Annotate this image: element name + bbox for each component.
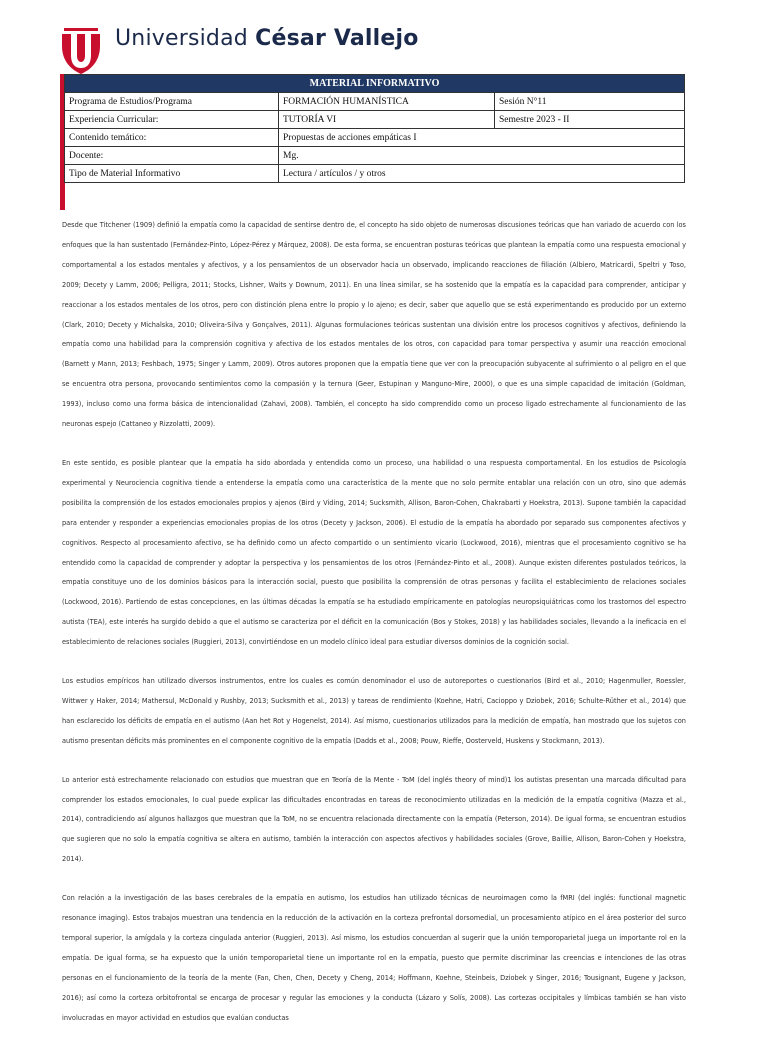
university-name: Universidad César Vallejo xyxy=(115,26,419,51)
paragraph: Lo anterior está estrechamente relacionado con estudios que muestran que en Teoría de la Mente - ToM (del inglés theory of mind)1 los autistas presentan una marcada dificultad para comprender los estados emocionales, lo cual puede explicar las dificultades encontradas en tareas de reconocimiento utilizadas en la medición de la empatía cognitiva (Mazza et al., 2014), contradiciendo así algunos hallazgos que muestran que la ToM, no se encuentra relacionada directamente con la empatía (Peterson, 2014). De igual forma, se encuentran estudios que sugieren que no solo la empatía cognitiva se altera en autismo, también la interacción con aspectos afectivos y habilidades sociales (Grove, Baillie, Allison, Baron-Cohen y Hoekstra, 2014). xyxy=(62,775,686,864)
table-title: MATERIAL INFORMATIVO xyxy=(65,75,685,93)
row-label: Docente: xyxy=(65,147,279,165)
table-row xyxy=(65,129,685,147)
paragraph: Desde que Titchener (1909) definió la empatía como la capacidad de sentirse dentro de, el concepto ha sido objeto de numerosas discusiones teóricas que han variado de acuerdo con los enfoques que la han sustentado (Fernández-Pinto, López-Pérez y Márquez, 2008). De esta forma, se encuentran posturas teóricas que plantean la empatía como una respuesta emocional y comportamental a los estados mentales y afectivos, y a los pensamientos de un observador hacia un observado, implicando reacciones de filiación (Albiero, Matricardi, Speltri y Toso, 2009; Decety y Lamm, 2006; Pelligra, 2011; Stocks, Lishner, Waits y Downum, 2011). En una línea similar, se ha sostenido que la empatía es la capacidad para comprender, anticipar y reaccionar a los estados mentales de los otros, pero con distinción plena entre lo propio y lo ajeno; es decir, saber que aquello que se está experimentando es producido por un externo (Clark, 2010; Decety y Michalska, 2010; Oliveira-Silva y Gonçalves, 2011). Algunas formulaciones teóricas sustentan una división entre los procesos cognitivos y afectivos, definiendo la empatía como una habilidad para la comprensión cognitiva y afectiva de los estados mentales de los otros, con capacidad para tomar perspectiva y asumir una reacción emocional (Barnett y Mann, 2013; Feshbach, 1975; Singer y Lamm, 2009). Otros autores proponen que la empatía tiene que ver con la preocupación subyacente al sufrimiento o al peligro en el que se encuentra otra persona, provocando sentimientos como la compasión y la ternura (Geer, Estupinan y Manguno-Mire, 2000), o que es una simple capacidad de imitación (Goldman, 1993), incluso como una forma básica de intencionalidad (Zahavi, 2008). También, el concepto ha sido comprendido como un proceso ligado estrechamente al funcionamiento de las neuronas espejo (Cattaneo y Rizzolatti, 2009). xyxy=(62,221,686,429)
table-row xyxy=(65,111,685,129)
table-banner xyxy=(65,75,685,93)
row-value: Mg. xyxy=(279,147,685,165)
table-row xyxy=(65,93,685,111)
table-row xyxy=(65,165,685,183)
paragraph: Los estudios empíricos han utilizado diversos instrumentos, entre los cuales es común denominador el uso de autoreportes o cuestionarios (Bird et al., 2010; Hagenmuller, Roessler, Wittwer y Haker, 2014; Mathersul, McDonald y Rushby, 2013; Sucksmith et al., 2013) y tareas de rendimiento (Koehne, Hatri, Cacioppo y Dziobek, 2016; Schulte-Rüther et al., 2014) que han esclarecido los déficits de empatía en el autismo (Aan het Rot y Hogenelst, 2014). Así mismo, cuestionarios utilizados para la medición de empatía, han mostrado que los sujetos con autismo presentan déficits más prominentes en el componente cognitivo de la empatía (Dadds et al., 2008; Pouw, Rieffe, Oosterveld, Huskens y Stockmann, 2013). xyxy=(62,677,686,745)
row-value: Propuestas de acciones empáticas I xyxy=(279,129,685,147)
row-label: Tipo de Material Informativo xyxy=(65,165,279,183)
university-logo-icon xyxy=(62,28,100,74)
row-label: Programa de Estudios/Programa xyxy=(65,93,279,111)
paragraph: Con relación a la investigación de las bases cerebrales de la empatía en autismo, los estudios han utilizado técnicas de neuroimagen como la fMRI (del inglés: functional magnetic resonance imaging). Estos trabajos muestran una tendencia en la reducción de la activación en la corteza prefrontal dorsomedial, un procesamiento atípico en el área posterior del surco temporal superior, la amígdala y la corteza cingulada anterior (Ruggieri, 2013). Así mismo, los estudios concuerdan al sugerir que la unión temporoparietal juega un importante rol en la empatía. De igual forma, se ha expuesto que la unión temporoparietal tiene un importante rol en la empatía, puesto que permite discriminar las creencias e intenciones de las otras personas en el funcionamiento de la teoría de la mente (Fan, Chen, Chen, Decety y Cheng, 2014; Hoffmann, Koehne, Steinbeis, Dziobek y Singer, 2016; Tousignant, Eugene y Jackson, 2016); así como la corteza orbitofrontal se encarga de procesar y regular las emociones y la conducta (Lázaro y Solís, 2008). Las cortezas occipitales y límbicas también se han visto involucradas en mayor actividad en estudios que evalúan conductas xyxy=(62,894,686,1022)
row-label: Experiencia Curricular: xyxy=(65,111,279,129)
row-extra: Semestre 2023 - II xyxy=(495,111,685,129)
row-value: Lectura / artículos / y otros xyxy=(279,165,685,183)
row-extra: Sesión N°11 xyxy=(495,93,685,111)
table-row xyxy=(65,147,685,165)
document-body xyxy=(62,216,686,1048)
row-label: Contenido temático: xyxy=(65,129,279,147)
paragraph: En este sentido, es posible plantear que la empatía ha sido abordada y entendida como un proceso, una habilidad o una respuesta comportamental. En los estudios de Psicología experimental y Neurociencia cognitiva tiende a entenderse la empatía como una característica de la mente que no solo permite entablar una relación con un otro, sino que además posibilita la comprensión de los estados emocionales propios y ajenos (Bird y Viding, 2014; Sucksmith, Allison, Baron-Cohen, Chakrabarti y Hoekstra, 2013). Supone también la capacidad para entender y responder a experiencias emocionales propias de los otros (Decety y Jackson, 2006). El estudio de la empatía ha abordado por separado sus componentes afectivos y cognitivos. Respecto al procesamiento afectivo, se ha definido como un afecto compartido o un sentimiento vicario (Lockwood, 2016), mientras que el procesamiento cognitivo se ha entendido como la capacidad de comprender y adoptar la perspectiva y los pensamientos de los otros (Fernández-Pinto et al., 2008). Aunque existen diferentes postulados teóricos, la empatía constituye uno de los dominios básicos para la interacción social, puesto que posibilita la comprensión de otras personas y facilita el establecimiento de relaciones sociales (Lockwood, 2016). Partiendo de estas concepciones, en las últimas décadas la empatía se ha estudiado empíricamente en patologías neuropsiquiátricas como los trastornos del espectro autista (TEA), este interés ha surgido debido a que el autismo se caracteriza por el déficit en la comunicación (Bos y Stokes, 2018) y las habilidades sociales, llevando a la ineficacia en el establecimiento de relaciones sociales (Ruggieri, 2013), convirtiéndose en un modelo clínico ideal para estudiar diversos dominios de la cognición social. xyxy=(62,458,686,647)
row-value: FORMACIÓN HUMANÍSTICA xyxy=(279,93,495,111)
row-value: TUTORÍA VI xyxy=(279,111,495,129)
info-table xyxy=(64,74,685,183)
page-header xyxy=(0,0,768,75)
